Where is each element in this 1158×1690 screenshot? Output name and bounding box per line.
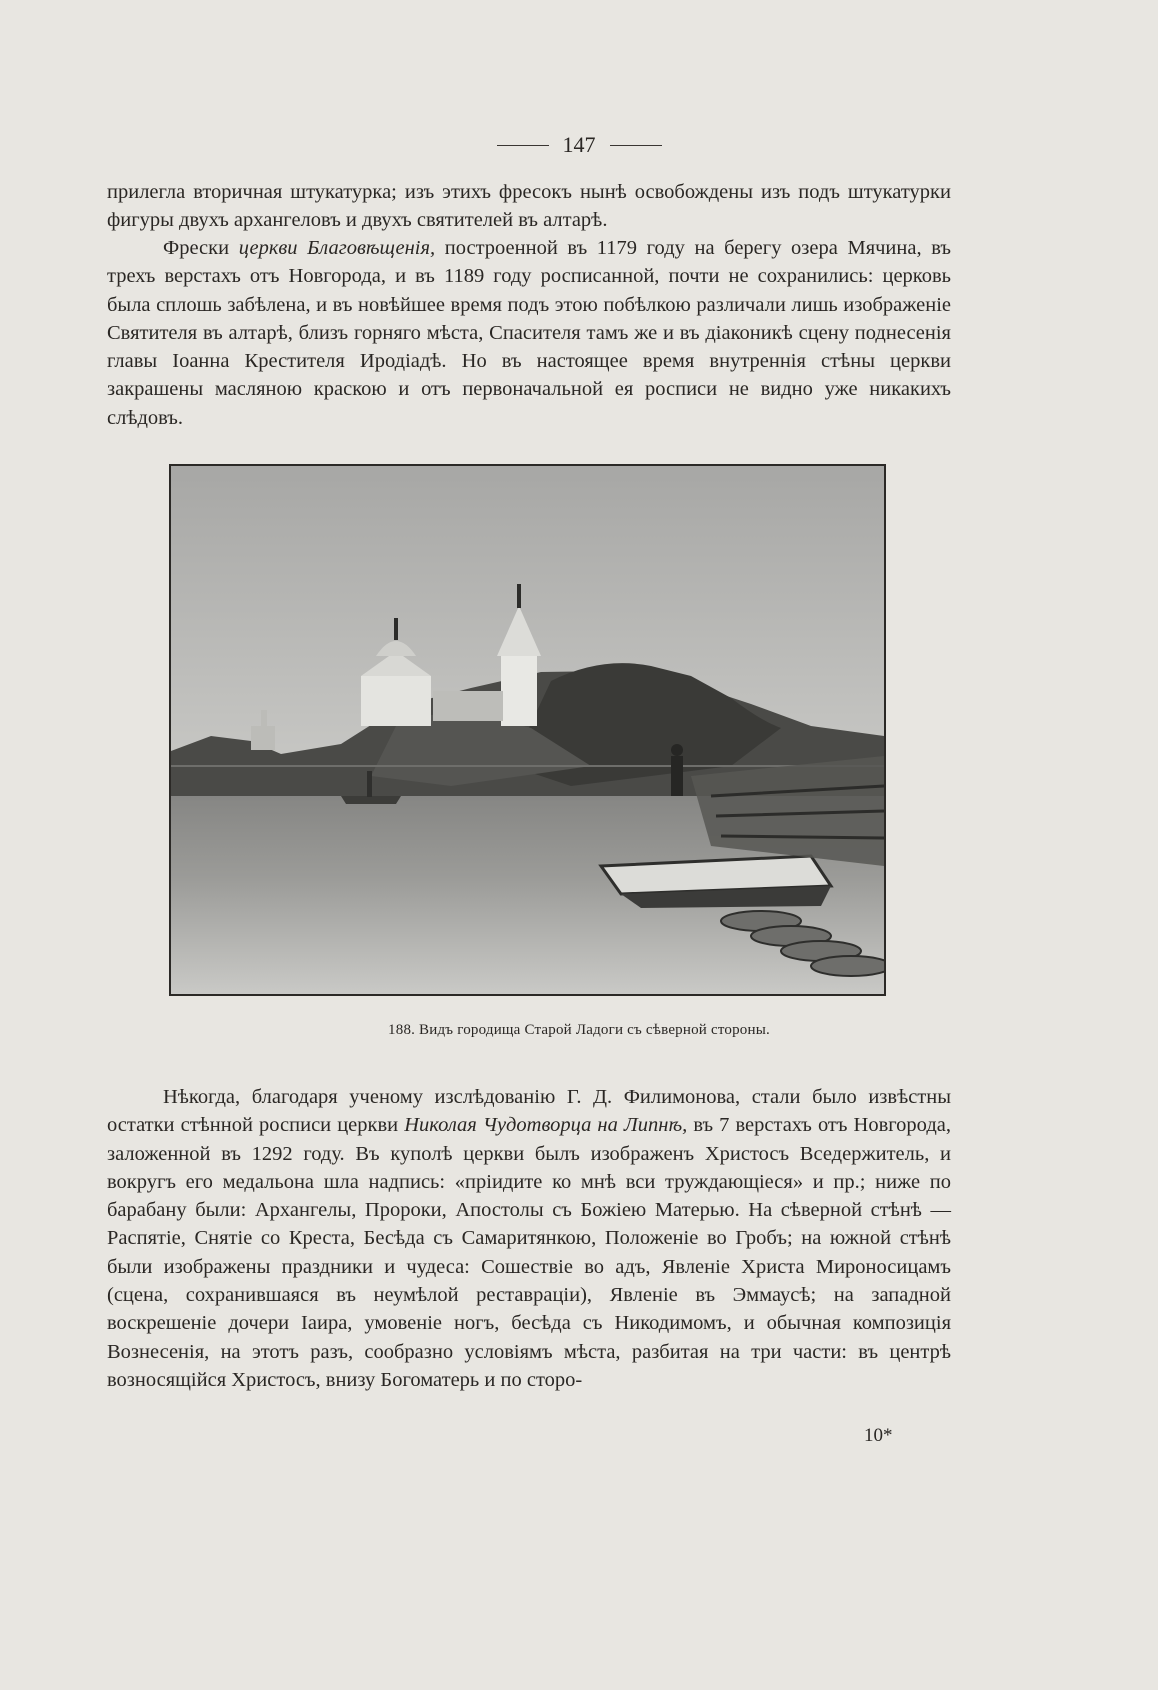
header-rule-left	[497, 145, 549, 146]
page-number: 147	[562, 132, 596, 157]
paragraph-1-text: прилегла вторичная штукатурка; изъ этихъ фресокъ нынѣ освобождены изъ подъ штукатурки фигуры двухъ архангеловъ и двухъ святителей въ алтарѣ.	[107, 181, 951, 232]
paragraph-3-rest: въ 7 верстахъ отъ Новгорода, заложенной въ 1292 году. Въ куполѣ церкви былъ изображенъ Христосъ Вседержитель, и вокругъ его медальона шла надпись: «пріидите ко мнѣ вси труждающіеся» и пр.; ниже по барабану были: Архангелы, Пророки, Апостолы съ Божіею Матерью. На сѣверной стѣнѣ — Распятіе, Снятіе со Креста, Бесѣда съ Самаритянкою, Положеніе во Гробъ; на южной стѣнѣ были изображены праздники и чудеса: Сошествіе во адъ, Явленіе Христа Мироносицамъ (сцена, сохранившаяся въ неумѣлой реставраціи), Явленіе въ Эммаусѣ; на западной воскрешеніе дочери Іаира, умовеніе ногъ, бесѣда съ Никодимомъ, и обычная композиція Вознесенія, на этотъ разъ, сообразно условіямъ мѣста, разбитая на три части: въ центрѣ возносящійся Христосъ, внизу Богоматерь и по сторо-	[107, 1114, 951, 1391]
paragraph-3-start: Нѣкогда, благодаря ученому изслѣдованію Г. Д. Филимонова, стали было извѣстны остатки стѣнной росписи церкви	[107, 1086, 951, 1137]
church-name-annunciation: церкви Благовѣщенія,	[238, 237, 436, 259]
church-name-lipna: Николая Чудотворца на Липнѣ,	[404, 1114, 688, 1137]
paragraph-continuation	[107, 178, 951, 235]
paragraph-2-rest: построенной въ 1179 году на берегу озера Мячина, въ трехъ верстахъ отъ Новгорода, и въ 1189 году росписанной, почти не сохранились: церковь была сплошь забѣлена, и въ новѣйшее время подъ этою побѣлкою различали лишь изображеніе Святителя въ алтарѣ, близъ горняго мѣста, Спасителя тамъ же и въ діаконикѣ сцену поднесенія главы Іоанна Крестителя Иродіадѣ. Но въ настоящее время внутреннія стѣны церкви закрашены масляною краскою и отъ первоначальной ея росписи не видно уже никакихъ слѣдовъ.	[107, 237, 951, 429]
header-rule-right	[610, 145, 662, 146]
photograph-illustration	[171, 466, 884, 994]
paragraph-lipna	[107, 1083, 951, 1394]
signature-mark: 10*	[864, 1425, 893, 1446]
figure-caption: 188. Видъ городища Старой Ладоги съ сѣверной стороны.	[388, 1022, 770, 1038]
photo-staraya-ladoga	[169, 464, 886, 996]
page-header	[0, 132, 1158, 158]
paragraph-2-start: Фрески	[163, 237, 239, 259]
paragraph-annunciation	[107, 234, 951, 432]
